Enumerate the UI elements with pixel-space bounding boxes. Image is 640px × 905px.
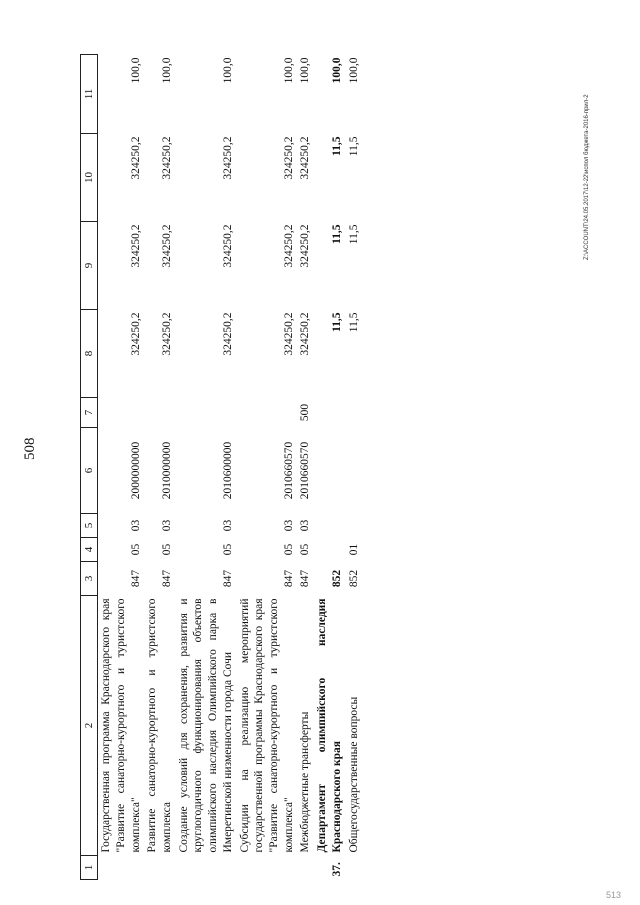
header-col-3: 3 [81, 562, 98, 596]
execution-percent-cell: 100,0 [221, 57, 234, 84]
section-cell: 05 [221, 543, 234, 556]
row-name-cell: Общегосударственные вопросы [347, 696, 360, 853]
subsection-cell: 03 [221, 519, 234, 532]
target-article-cell: 2000000000 [129, 441, 142, 500]
header-col-5: 5 [81, 514, 98, 538]
executed-amount-cell: 11,5 [330, 136, 343, 156]
code-cell: 852 [347, 569, 360, 588]
approved-amount-cell: 324250,2 [299, 312, 312, 356]
executed-amount-cell: 324250,2 [129, 136, 142, 180]
revised-amount-cell: 324250,2 [221, 224, 234, 268]
table-row [176, 55, 237, 880]
table-row [297, 55, 314, 880]
row-name-cell: Развитие санаторно-курортного и туристского комплекса [146, 598, 173, 853]
code-cell: 847 [160, 569, 173, 588]
target-article-cell [314, 428, 345, 514]
target-article-cell: 2010660570 [299, 441, 312, 500]
code-cell: 847 [299, 569, 312, 588]
header-col-4: 4 [81, 538, 98, 562]
executed-amount-cell: 324250,2 [160, 136, 173, 180]
expense-type-cell [346, 398, 363, 428]
row-number-cell [297, 856, 314, 880]
header-col-2: 2 [81, 596, 98, 856]
revised-amount-cell: 324250,2 [282, 224, 295, 268]
subsection-cell: 03 [129, 519, 142, 532]
expense-type-cell [176, 398, 237, 428]
table-row [98, 55, 145, 880]
revised-amount-cell: 324250,2 [129, 224, 142, 268]
section-cell: 05 [282, 543, 295, 556]
row-name-cell: Департамент олимпийского наследия Краснодарского края [316, 598, 343, 853]
budget-table-rotated [80, 55, 616, 880]
header-col-10: 10 [81, 134, 98, 222]
table-body [98, 55, 363, 880]
page-number: 508 [22, 437, 38, 460]
row-name-cell: Межбюджетные трансферты [299, 711, 312, 853]
execution-percent-cell: 100,0 [282, 57, 295, 84]
footer-stamp: Z:\ACCOUNT\24.05.2017\12-22\испол бюджета-2016-прил-2 [584, 94, 590, 260]
subsection-cell [314, 514, 345, 538]
table-header-row [81, 55, 98, 880]
section-cell: 05 [160, 543, 173, 556]
revised-amount-cell: 11,5 [330, 224, 343, 244]
executed-amount-cell: 324250,2 [282, 136, 295, 180]
subsection-cell: 03 [160, 519, 173, 532]
table-row [346, 55, 363, 880]
row-number-cell: 37. [330, 862, 343, 877]
row-name-cell: Государственная программа Краснодарского края "Развитие санаторно-курортного и туристского комплекса" [100, 598, 142, 853]
section-cell [314, 538, 345, 562]
row-name-cell: Создание условий для сохранения, развития и круглогодичного функционирования объектов олимпийского наследия Олимпийского парка в Имеретинской низменности города Сочи [177, 598, 234, 853]
expense-type-cell: 500 [299, 403, 312, 422]
corner-mark: 513 [606, 890, 622, 900]
row-name-cell: Субсидии на реализацию мероприятий государственной программы Краснодарского края "Развитие санаторно-курортного и туристского комплекса" [238, 598, 295, 853]
target-article-cell [346, 428, 363, 514]
revised-amount-cell: 11,5 [347, 224, 360, 245]
approved-amount-cell: 11,5 [347, 312, 360, 333]
code-cell: 852 [330, 569, 343, 588]
section-cell: 05 [299, 543, 312, 556]
row-number-cell [176, 856, 237, 880]
header-col-9: 9 [81, 222, 98, 310]
budget-table [80, 54, 362, 880]
approved-amount-cell: 324250,2 [160, 312, 173, 356]
table-row [237, 55, 298, 880]
revised-amount-cell: 324250,2 [299, 224, 312, 268]
executed-amount-cell: 324250,2 [221, 136, 234, 180]
executed-amount-cell: 11,5 [347, 136, 360, 157]
executed-amount-cell: 324250,2 [299, 136, 312, 180]
expense-type-cell [144, 398, 175, 428]
code-cell: 847 [221, 569, 234, 588]
execution-percent-cell: 100,0 [160, 57, 173, 84]
approved-amount-cell: 11,5 [330, 312, 343, 332]
execution-percent-cell: 100,0 [330, 57, 343, 84]
header-col-6: 6 [81, 428, 98, 514]
section-cell: 01 [347, 543, 360, 556]
expense-type-cell [314, 398, 345, 428]
expense-type-cell [237, 398, 298, 428]
row-number-cell [98, 856, 145, 880]
row-number-cell [237, 856, 298, 880]
approved-amount-cell: 324250,2 [282, 312, 295, 356]
approved-amount-cell: 324250,2 [221, 312, 234, 356]
expense-type-cell [98, 398, 145, 428]
header-col-8: 8 [81, 310, 98, 398]
header-col-11: 11 [81, 55, 98, 134]
execution-percent-cell: 100,0 [347, 57, 360, 84]
target-article-cell: 2010000000 [160, 441, 173, 500]
table-row [144, 55, 175, 880]
execution-percent-cell: 100,0 [299, 57, 312, 84]
execution-percent-cell: 100,0 [129, 57, 142, 84]
header-col-7: 7 [81, 398, 98, 428]
subsection-cell: 03 [299, 519, 312, 532]
approved-amount-cell: 324250,2 [129, 312, 142, 356]
table-row [314, 55, 345, 880]
row-number-cell [346, 856, 363, 880]
code-cell: 847 [282, 569, 295, 588]
revised-amount-cell: 324250,2 [160, 224, 173, 268]
subsection-cell: 03 [282, 519, 295, 532]
row-number-cell [144, 856, 175, 880]
header-col-1: 1 [81, 856, 98, 880]
subsection-cell [346, 514, 363, 538]
code-cell: 847 [129, 569, 142, 588]
target-article-cell: 2010600000 [221, 441, 234, 500]
target-article-cell: 2010660570 [282, 441, 295, 500]
section-cell: 05 [129, 543, 142, 556]
